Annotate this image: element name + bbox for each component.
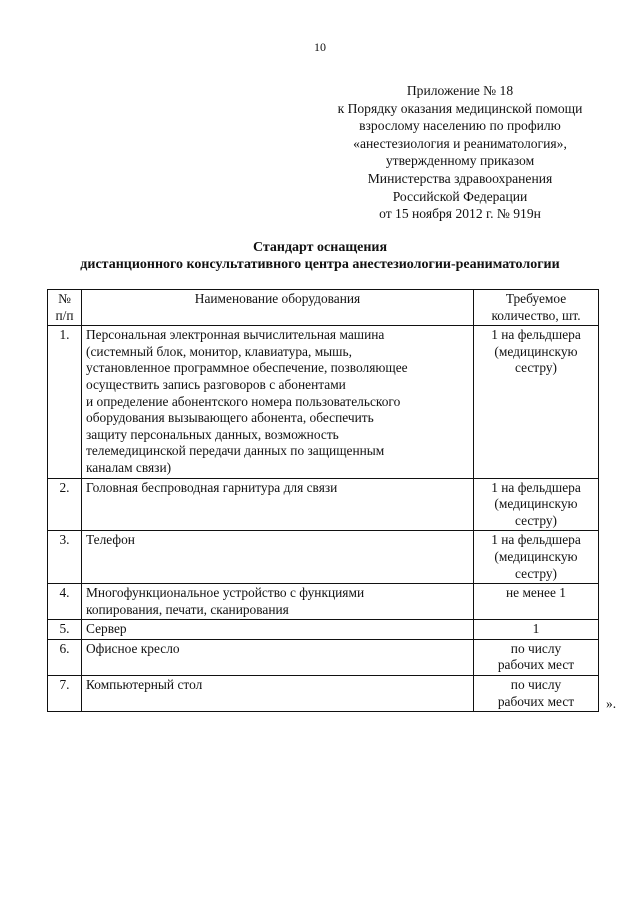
row-name: Головная беспроводная гарнитура для связи — [82, 478, 474, 531]
table-row — [48, 326, 599, 478]
row-name: Телефон — [82, 531, 474, 584]
row-qty: 1 на фельдшера (медицинскую сестру) — [474, 326, 599, 478]
page-number: 10 — [314, 40, 326, 54]
row-qty: 1 — [474, 620, 599, 640]
table-row — [48, 620, 599, 640]
row-name: Компьютерный стол — [82, 676, 474, 712]
appendix-header — [325, 82, 595, 223]
equipment-table — [47, 289, 599, 712]
row-qty: не менее 1 — [474, 584, 599, 620]
row-num: 5. — [48, 620, 82, 640]
table-row — [48, 584, 599, 620]
table-row — [48, 531, 599, 584]
title-line-1: Стандарт оснащения — [252, 240, 388, 255]
appendix-line: Министерства здравоохранения — [367, 170, 553, 186]
row-name: Офисное кресло — [82, 639, 474, 675]
row-num: 7. — [48, 676, 82, 712]
row-name: Сервер — [82, 620, 474, 640]
row-num: 1. — [48, 326, 82, 478]
row-num: 4. — [48, 584, 82, 620]
row-qty: по числу рабочих мест — [474, 676, 599, 712]
header-name: Наименование оборудования — [82, 290, 474, 326]
appendix-line: Российской Федерации — [392, 188, 528, 204]
row-num: 3. — [48, 531, 82, 584]
appendix-line: взрослому населению по профилю — [359, 118, 561, 134]
row-qty: 1 на фельдшера (медицинскую сестру) — [474, 531, 599, 584]
row-num: 6. — [48, 639, 82, 675]
closing-quote-mark: ». — [606, 696, 617, 711]
table-row — [48, 478, 599, 531]
table-header-row — [48, 290, 599, 326]
row-qty: 1 на фельдшера (медицинскую сестру) — [474, 478, 599, 531]
table-row — [48, 639, 599, 675]
header-qty: Требуемое количество, шт. — [474, 290, 599, 326]
header-num: № п/п — [48, 290, 82, 326]
appendix-line: от 15 ноября 2012 г. № 919н — [379, 206, 541, 222]
appendix-line: «анестезиология и реаниматология», — [353, 135, 567, 151]
row-qty: по числу рабочих мест — [474, 639, 599, 675]
row-num: 2. — [48, 478, 82, 531]
row-name: Многофункциональное устройство с функциями копирования, печати, сканирования — [82, 584, 474, 620]
title-line-2: дистанционного консультативного центра анестезиологии-реаниматологии — [80, 257, 560, 272]
row-name: Персональная электронная вычислительная машина (системный блок, монитор, клавиатура, мышь, установленное программное обеспечение, позволяющее осуществить запись разговоров с абонентами и определение абонентского номера пользовательского оборудования вызывающего абонента, обеспечить защиту персональных данных, возможность телемедицинской передачи данных по защищенным каналам связи) — [82, 326, 474, 478]
document-title — [0, 239, 640, 273]
appendix-line: к Порядку оказания медицинской помощи — [337, 100, 583, 116]
table-row — [48, 676, 599, 712]
appendix-line: утвержденному приказом — [385, 153, 535, 169]
appendix-line: Приложение № 18 — [406, 83, 514, 98]
